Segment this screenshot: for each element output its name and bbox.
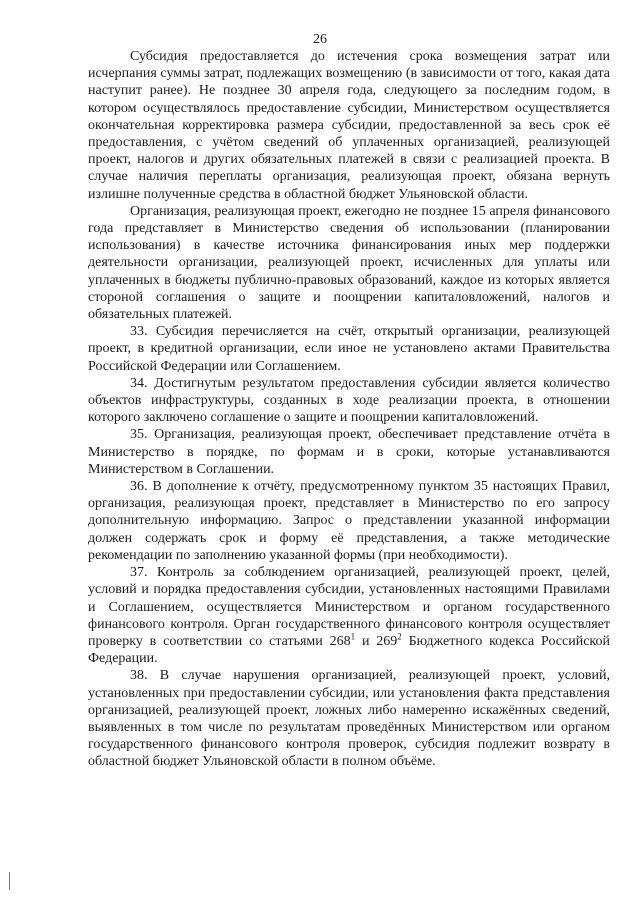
paragraph-subsidy-term: Субсидия предоставляется до истечения срока возмещения затрат или исчерпания суммы затрат, подлежащих возмещению (в зависимости от того, какая дата наступит ранее). Не позднее 30 апреля года, следующего за последним годом, в котором осуществлялось предоставление субсидии, Министерством осуществляется окончательная корректировка размера субсидии, предоставленной за весь срок её предоставления, с учётом сведений об уплаченных организацией, реализующей проект, налогов и других обязательных платежей в связи с реализацией проекта. В случае наличия переплаты организация, реализующая проект, обязана вернуть излишне полученные средства в областной бюджет Ульяновской области. bbox=[88, 49, 610, 202]
paragraph-38: 38. В случае нарушения организацией, реализующей проект, условий, установленных при предоставлении субсидии, или установления факта представления организацией, реализующей проект, ложных либо намеренно искажённых сведений, выявленных в том числе по результатам проведённых Министерством или органом государственного финансового контроля проверок, субсидия подлежит возврату в областной бюджет Ульяновской области в полном объёме. bbox=[88, 668, 610, 770]
scan-edge-mark bbox=[9, 872, 10, 890]
paragraph-37 bbox=[88, 564, 610, 667]
paragraph-36: 36. В дополнение к отчёту, предусмотренному пунктом 35 настоящих Правил, организация, реализующая проект, представляет в Министерство по его запросу дополнительную информацию. Запрос о представлении указанной информации должен содержать срок и форму её представления, а также методические рекомендации по заполнению указанной формы (при необходимости). bbox=[88, 479, 610, 563]
superscript-2: 2 bbox=[397, 631, 402, 642]
paragraph-34: 34. Достигнутым результатом предоставления субсидии является количество объектов инфраструктуры, созданных в ходе реализации проекта, в отношении которого заключено соглашение о защите и поощрении капиталовложений. bbox=[88, 375, 610, 426]
paragraph-annual-report: Организация, реализующая проект, ежегодно не позднее 15 апреля финансового года представляет в Министерство сведения об использовании (планировании использования) в качестве источника финансирования иных мер поддержки деятельности организации, реализующей проект, исчисленных для уплаты или уплаченных в бюджеты публично-правовых образований, каждое из которых является стороной соглашения о защите и поощрении капиталовложений, налогов и обязательных платежей. bbox=[88, 203, 610, 323]
paragraph-37-mid: и 269 bbox=[355, 633, 398, 649]
document-body bbox=[88, 48, 610, 771]
paragraph-33: 33. Субсидия перечисляется на счёт, открытый организации, реализующей проект, в кредитной организации, если иное не установлено актами Правительства Российской Федерации или Соглашением. bbox=[88, 324, 610, 374]
page-number: 26 bbox=[313, 32, 327, 47]
paragraph-37-tail: Бюджетного кодекса Российской Федерации. bbox=[88, 633, 611, 667]
paragraph-37-text: 37. Контроль за соблюдением организацией, реализующей проект, целей, условий и порядка предоставления субсидии, установленных настоящими Правилами и Соглашением, осуществляется Министерством и органом государственного финансового контроля. Орган государственного финансового контроля осуществляет проверку в соответствии со статьями 268 bbox=[88, 565, 610, 649]
paragraph-35: 35. Организация, реализующая проект, обеспечивает представление отчёта в Министерство в порядке, по формам и в сроки, которые устанавливаются Министерством в Соглашении. bbox=[88, 427, 610, 477]
superscript-1: 1 bbox=[350, 631, 356, 642]
